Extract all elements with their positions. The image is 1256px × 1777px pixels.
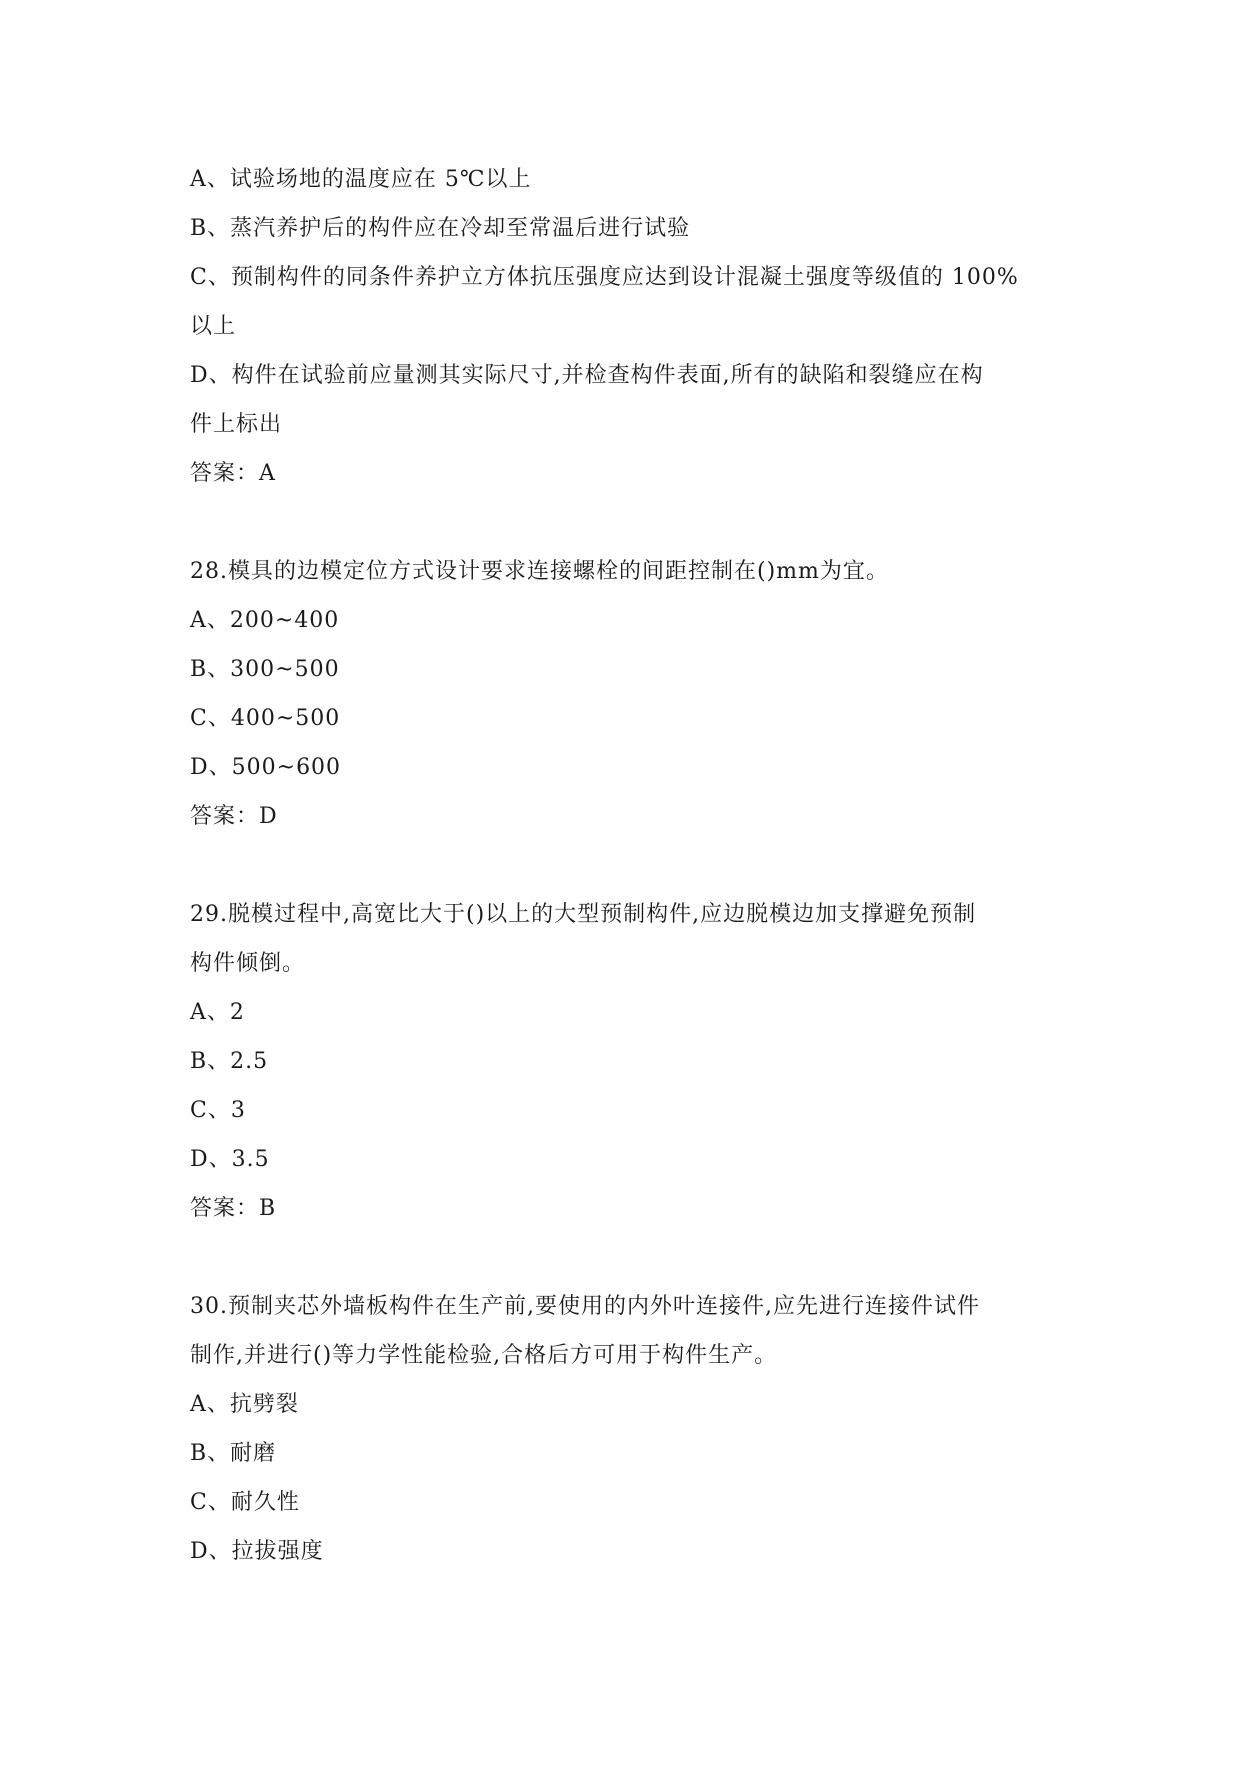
question-stem-continued: 构件倾倒。	[190, 951, 306, 976]
option-c: C、预制构件的同条件养护立方体抗压强度应达到设计混凝土强度等级值的 100%	[190, 265, 1019, 290]
question-30	[190, 1282, 1070, 1576]
answer: 答案：B	[190, 1196, 277, 1221]
option-a: A、抗劈裂	[190, 1392, 299, 1417]
option-d: D、拉拔强度	[190, 1539, 324, 1564]
question-stem: 30.预制夹芯外墙板构件在生产前,要使用的内外叶连接件,应先进行连接件试件	[190, 1294, 980, 1319]
spacer	[190, 498, 1070, 547]
option-b: B、蒸汽养护后的构件应在冷却至常温后进行试验	[190, 216, 691, 241]
answer: 答案：A	[190, 461, 276, 486]
question-stem-continued: 制作,并进行()等力学性能检验,合格后方可用于构件生产。	[190, 1343, 778, 1368]
question-stem: 29.脱模过程中,高宽比大于()以上的大型预制构件,应边脱模边加支撑避免预制	[190, 902, 977, 927]
option-d-continued: 件上标出	[190, 412, 283, 437]
option-b: B、耐磨	[190, 1441, 277, 1466]
option-c: C、400~500	[190, 706, 341, 731]
question-list	[190, 155, 1070, 1576]
question-stem: 28.模具的边模定位方式设计要求连接螺栓的间距控制在()mm为宜。	[190, 559, 889, 584]
option-c-continued: 以上	[190, 314, 237, 339]
option-d: D、构件在试验前应量测其实际尺寸,并检查构件表面,所有的缺陷和裂缝应在构	[190, 363, 984, 388]
question-27	[190, 155, 1070, 498]
option-a: A、试验场地的温度应在 5℃以上	[190, 167, 532, 192]
spacer	[190, 1233, 1070, 1282]
option-a: A、2	[190, 1000, 245, 1025]
option-d: D、3.5	[190, 1147, 270, 1172]
option-a: A、200~400	[190, 608, 340, 633]
option-c: C、耐久性	[190, 1490, 300, 1515]
option-b: B、2.5	[190, 1049, 269, 1074]
option-c: C、3	[190, 1098, 246, 1123]
spacer	[190, 841, 1070, 890]
question-29	[190, 890, 1070, 1233]
option-b: B、300~500	[190, 657, 340, 682]
answer: 答案：D	[190, 804, 278, 829]
question-28	[190, 547, 1070, 841]
option-d: D、500~600	[190, 755, 342, 780]
